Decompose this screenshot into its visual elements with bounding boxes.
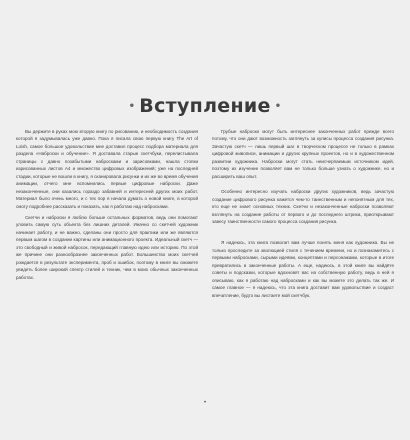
paragraph: Особенно интересно изучать наброски других художников, ведь зачастую создание цифрового рисунка кажется чем-то таинственным и непонятным для тех, кто еще не знает основных техник. Скетчи и незаконченные наброски позволяют взглянуть на создание работы от первого и до последнего штриха, приоткрывают завесу таинственности самого процесса создания рисунка. — [212, 189, 394, 224]
left-text-column — [16, 128, 198, 281]
page-footer-mark: • — [203, 400, 207, 406]
title-ornament-right: • — [274, 101, 282, 112]
right-text-column — [212, 128, 394, 299]
title-ornament-left: • — [128, 101, 136, 112]
paragraph: Грубые наброски могут быть интереснее законченных работ прежде всего потому, что они дают возможность заглянуть за кулисы процесса создания рисунка. Зачастую скетч — лишь первый шаг в творческом процессе не только в рамках цифровой живописи, анимации и других крупных проектов, но и в художественном развитии художника. Наброски могут стать неисчерпаемым источником идей, поэтому их изучение позволяет вам не только больше узнать о художнике, но и расширить ваш опыт. — [212, 129, 394, 179]
paragraph: Я надеюсь, эта книга позволит вам лучше понять меня как художника. Вы не только проследите за эволюцией стиля с течением времени, но и познакомитесь с первыми набросками, сырыми идеями, концептами и персонажами, которые в итоге превратились в законченные работы. А еще, надеюсь, в этой книге вы найдёте советы и подсказки, которые вдохновят вас на собственную работу, ведь в ней я описываю, как я работаю над набросками и как вы можете это делать так же. И самое главное — я надеюсь, что эта книга доставит вам удовольствие и создаст впечатление, будто вы листаете мой скетчбук. — [212, 240, 394, 298]
page-title — [0, 95, 410, 117]
paragraph: Вы держите в руках мою вторую книгу по рисованию, и необходимость создания которой я задумывалась уже давно. Пока я писала свою первую книгу The Art of Loish, самое большое удовольствие мне доставил процесс подбора материала для раздела «Наброски и обучение». Я доставала старые скетчбуки, перелистывала страницы с давно позабытыми набросками и зарисовками, нашла стопки изрисованных листов А4 и множество цифровых изображений; уже на последней стадии, которые не вошли в книгу, я сканировала рисунки и их же во время обучения анимации, отчего мне вспомнились первые цифровые наброски. Даже незаконченные, они казались гораздо забавней и интересней других моих работ. Материал было очень много, и с тех пор я начала думать о новой книге, в которой смогу подробнее рассказать и показать, как я работаю над набросками. — [16, 129, 198, 209]
title-text: Вступление — [139, 95, 271, 117]
paragraph: Скетчи и наброски я люблю больше остальных форматов, ведь они помогают уловить самую суть объекта без лишних деталей. Иначно со скетчей художник начинает работу, и не важно, сделаны они просто для практики или же являются первым шагом в создании картины или анимационного проекта. Идеальный скетч — это свободный и живой набросок, передающий главную идею или историю. По этой же причине они разнообразнее законченных работ. Большинство моих скетчей рождается в результате эксперимента, проб и ошибок, поэтому в книге вы сможете увидеть более широкий спектр стилей и техник, чем в моих обычных законченных работах. — [16, 214, 198, 280]
